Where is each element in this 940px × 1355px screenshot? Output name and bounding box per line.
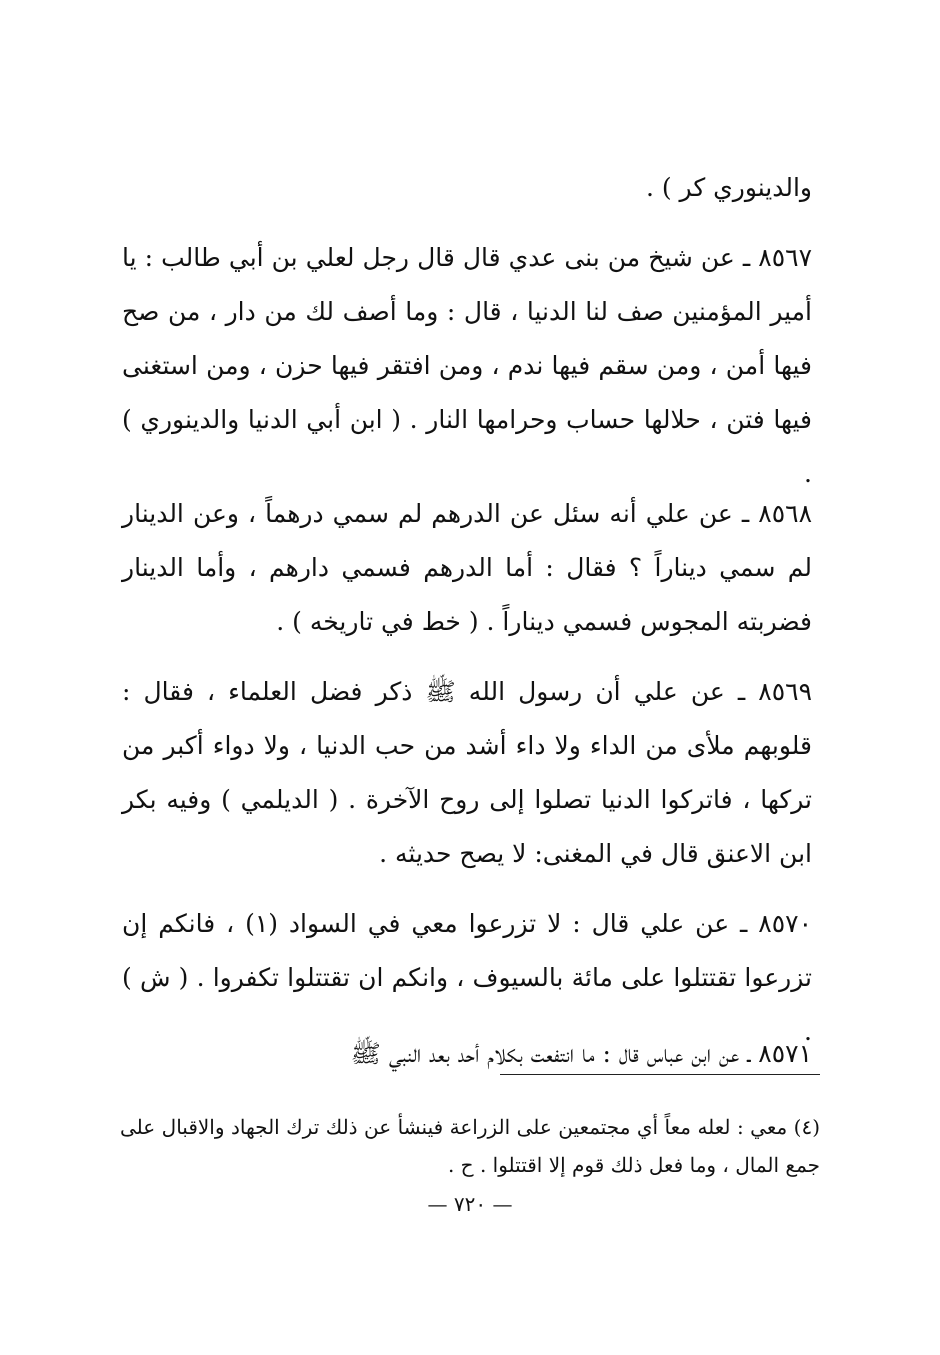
hadith-entry-8569: ٨٥٦٩ ـ عن علي أن رسول الله ﷺ ذكر فضل العلماء ، فقال : قلوبهم ملأى من الداء ولا داء أشد من حب الدنيا ، ولا دواء أكبر من تركها ، فاتركوا الدنيا تصلوا إلى روح الآخرة . ( الديلمي ) وفيه بكر ابن الاعنق قال في المغنى: لا يصح حديثه . — [122, 677, 812, 868]
hadith-entry-8571: ٨٥٧١ ـ عن ابن عباس قال : ما انتفعت بكلام أحد بعد النبي ﷺ — [350, 1039, 812, 1068]
footnote-divider — [500, 1074, 820, 1075]
hadith-entry-8568: ٨٥٦٨ ـ عن علي أنه سئل عن الدرهم لم سمي درهماً ، وعن الدينار لم سمي ديناراً ؟ فقال : أما الدرهم فسمي دارهم ، وأما الدينار فضربته المجوس فسمي ديناراً . ( خط في تاريخه ) . — [122, 499, 812, 636]
footnote: (٤) معي : لعله معاً أي مجتمعين على الزراعة فينشأ عن ذلك ترك الجهاد والاقبال على جمع المال ، وما فعل ذلك قوم إلا اقتتلوا . ح . — [120, 1115, 820, 1177]
page-number: — ٧٢٠ — — [427, 1192, 513, 1216]
hadith-entry-8567: ٨٥٦٧ ـ عن شيخ من بنى عدي قال قال رجل لعلي بن أبي طالب : يا أمير المؤمنين صف لنا الدنيا ، قال : وما أصف لك من دار ، من صح فيها أمن ، ومن سقم فيها ندم ، ومن افتقر فيها حزن ، ومن استغنى فيها فتن ، حلالها حساب وحرامها النار . ( ابن أبي الدنيا والدينوري ) . — [122, 243, 812, 488]
hadith-entry-8570: ٨٥٧٠ ـ عن علي قال : لا تزرعوا معي في السواد (١) ، فانكم إن تزرعوا تقتتلوا على مائة بالسيوف ، وانكم ان تقتتلوا تكفروا . ( ش ) . — [122, 909, 812, 1046]
continuation-line: والدينوري كر ) . — [645, 173, 812, 202]
